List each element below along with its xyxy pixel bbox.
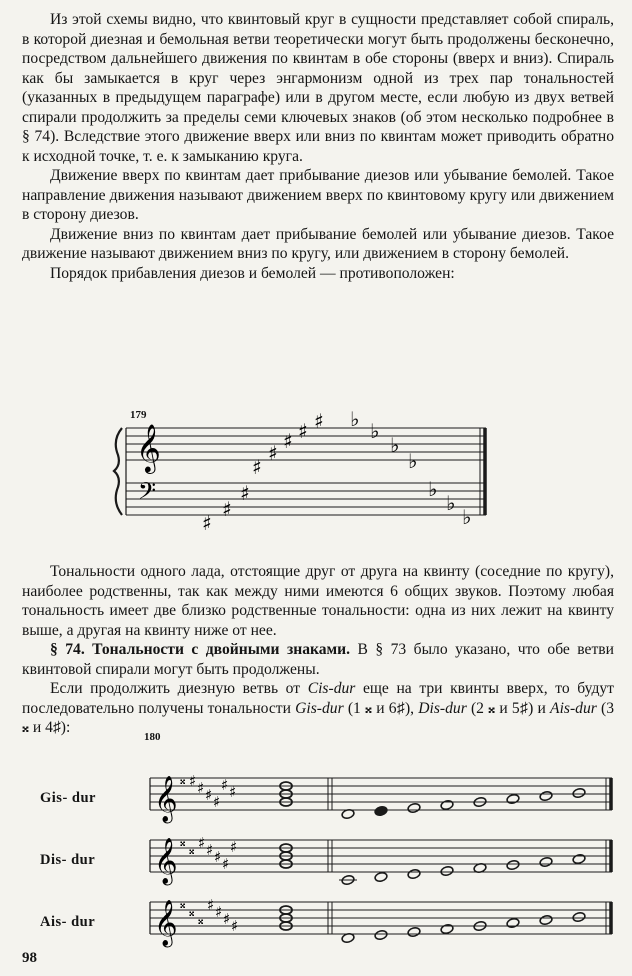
scale-note-gis xyxy=(407,803,421,814)
section-heading: § 74. Тональности с двойными знаками. xyxy=(50,641,351,658)
example-number-180: 180 xyxy=(144,731,161,743)
sharp-icon: ♯ xyxy=(215,903,223,921)
paragraph-up-fifths: Движение вверх по квинтам дает прибывание диезов или убывание бемолей. Такое направление движения называют движением вверх по квинтовому кругу или движением в сторону диезов. xyxy=(22,167,614,223)
label-dis-dur: Dis- dur xyxy=(40,852,96,868)
double-sharp-icon: 𝄪 xyxy=(198,913,204,927)
flat-icon: ♭ xyxy=(370,419,380,443)
sharp-icon: ♯ xyxy=(283,429,293,453)
sharp-icon: ♯ xyxy=(198,834,206,852)
section-text-1: В § 73 было указано, что обе ветви квинтовой спирали могут быть продолжены. xyxy=(22,641,615,678)
sharp-icon: ♯ xyxy=(268,441,278,465)
flat-icon: ♭ xyxy=(390,433,400,457)
sharp-icon: ♯ xyxy=(213,793,221,811)
flat-icon: ♭ xyxy=(462,505,472,529)
paragraph-order: Порядок прибавления диезов и бемолей — противоположен: xyxy=(50,264,455,282)
scale-note-gis xyxy=(572,788,586,799)
sig-gis: (1 𝄪 и 6♯), xyxy=(343,699,419,717)
flat-icon: ♭ xyxy=(428,477,438,501)
key-ais: Ais-dur xyxy=(550,699,597,717)
scale-note-ais xyxy=(374,930,388,941)
sig-ais: (3 𝄪 и 4♯): xyxy=(22,699,615,736)
sharp-icon: ♯ xyxy=(207,896,215,914)
scale-note-dis xyxy=(407,869,421,880)
sharp-icon: ♯ xyxy=(214,848,222,866)
treble-clef-icon: 𝄞 xyxy=(154,900,178,946)
scale-note-dis xyxy=(506,860,520,871)
scale-note-gis xyxy=(506,794,520,805)
scale-note-ais xyxy=(572,912,586,923)
scale-note-gis xyxy=(374,806,388,817)
sharp-icon: ♯ xyxy=(252,455,262,479)
scale-note-ais xyxy=(539,915,553,926)
sharp-icon: ♯ xyxy=(197,779,205,797)
sharp-icon: ♯ xyxy=(240,481,250,505)
key-dis: Dis-dur xyxy=(418,699,467,717)
double-sharp-icon: 𝄪 xyxy=(189,843,195,857)
sharp-icon: ♯ xyxy=(206,841,214,859)
scale-note-dis xyxy=(374,872,388,883)
scale-note-dis xyxy=(440,866,454,877)
sharp-icon: ♯ xyxy=(222,855,230,873)
scale-note-gis xyxy=(539,791,553,802)
sharp-icon: ♯ xyxy=(189,772,197,790)
flat-icon: ♭ xyxy=(446,491,456,515)
key-gis: Gis-dur xyxy=(295,699,344,717)
flat-icon: ♭ xyxy=(408,449,418,473)
paragraph-relatives: Тональности одного лада, отстоящие друг от друга на квинту (соседние по кругу), наиболее родственны, так как между ними имеются 6 общих звуков. Поэтому любая тональность имеет две близко родственные тональности: одна из них лежит на квинту выше, а другая на квинту ниже от нее. xyxy=(22,563,614,639)
scale-note-gis xyxy=(440,800,454,811)
page-number: 98 xyxy=(22,950,37,966)
key-cis: Cis-dur xyxy=(307,680,356,697)
scale-note-ais xyxy=(407,927,421,938)
double-sharp-icon: 𝄪 xyxy=(180,773,186,787)
sharp-icon: ♯ xyxy=(298,419,308,443)
scale-note-dis xyxy=(539,857,553,868)
label-ais-dur: Ais- dur xyxy=(40,914,96,930)
sharp-icon: ♯ xyxy=(205,786,213,804)
sharp-icon: ♯ xyxy=(230,838,238,856)
sharp-icon: ♯ xyxy=(314,409,324,433)
paragraph-down-fifths: Движение вниз по квинтам дает прибывание бемолей или убывание диезов. Такое движение называют движением вниз по кругу, или движением в сторону бемолей. xyxy=(22,225,614,262)
paragraph-spiral: Из этой схемы видно, что квинтовый круг в сущности представляет собой спираль, в которой диезная и бемольная ветви теоретически могут быть продолжены бесконечно, посредством дальнейшего движения по квинтам в обе стороны (вверх и вниз). Спираль как бы замыкается в круг через энгармонизм одной из трех пар тональностей (указанных в предыдущем параграфе) или в другом месте, если любую из двух ветвей спирали продолжить за пределы семи ключевых знаков (об этом несколько подробнее в § 74). Вследствие этого движение вверх или вниз по квинтам может приводить обратно к исходной точке, т. е. к замыканию круга. xyxy=(22,11,614,165)
double-sharp-icon: 𝄪 xyxy=(180,835,186,849)
treble-clef-icon: 𝄞 xyxy=(154,776,178,822)
section-text-2b: еще на три квинты вверх, то будут последовательно получены тональности xyxy=(22,680,614,717)
sharp-icon: ♯ xyxy=(221,776,229,794)
sharp-icon: ♯ xyxy=(222,497,232,521)
sharp-icon: ♯ xyxy=(223,910,231,928)
flat-icon: ♭ xyxy=(350,407,360,431)
scale-note-dis xyxy=(572,854,586,865)
sharp-icon: ♯ xyxy=(231,917,239,935)
double-sharp-icon: 𝄪 xyxy=(189,905,195,919)
double-sharp-icon: 𝄪 xyxy=(180,897,186,911)
treble-clef-icon: 𝄞 xyxy=(154,838,178,884)
treble-clef-icon: 𝄞 xyxy=(136,423,161,472)
example-number-179: 179 xyxy=(130,409,147,421)
sharp-icon: ♯ xyxy=(229,783,237,801)
label-gis-dur: Gis- dur xyxy=(40,790,96,806)
bass-clef-icon: 𝄢 xyxy=(138,477,157,510)
scale-note-ais xyxy=(506,918,520,929)
sig-dis: (2 𝄪 и 5♯) и xyxy=(466,699,551,717)
section-text-2a: Если продолжить диезную ветвь от xyxy=(50,680,308,697)
scale-note-ais xyxy=(440,924,454,935)
sharp-icon: ♯ xyxy=(202,511,212,535)
